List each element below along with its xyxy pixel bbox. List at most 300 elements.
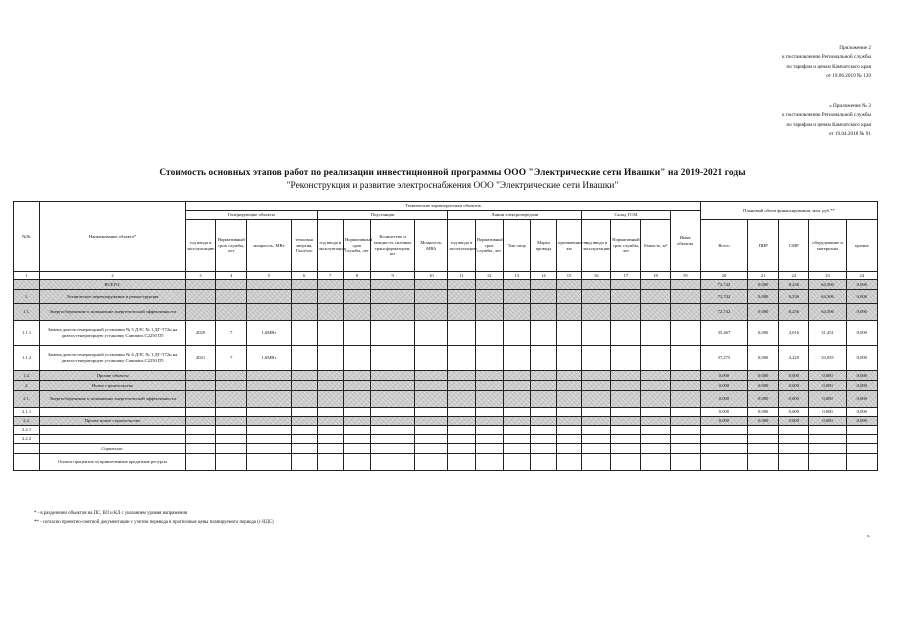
document-subtitle: "Реконструкция и развитие электроснабжения ООО "Электрические сети Ивашки"	[286, 181, 619, 191]
document-title: Стоимость основных этапов работ по реализации инвестиционной программы ООО "Электрические сети Ивашки" на 2019-2021 годы	[159, 168, 746, 178]
tech-cell	[611, 408, 641, 417]
col-number: 10	[415, 272, 448, 280]
tech-cell	[503, 454, 530, 471]
row-name-cell: Оплата процентов за привлеченные кредитные ресурсы	[40, 454, 186, 471]
tech-cell	[448, 346, 475, 371]
tech-cell	[557, 290, 582, 304]
table-row	[14, 290, 878, 304]
appendix-line: от 19.06.2019 № 139	[826, 72, 871, 79]
tech-cell	[291, 381, 317, 391]
tech-cell	[415, 280, 448, 290]
tech-cell	[216, 371, 247, 381]
financing-cell: 4,220	[779, 346, 809, 371]
tech-cell	[291, 454, 317, 471]
tech-cell	[343, 435, 370, 444]
financing-cell: 8,236	[779, 290, 809, 304]
tech-cell	[370, 381, 414, 391]
financing-cell	[846, 435, 877, 444]
tech-cell	[370, 444, 414, 454]
appendix-line: по тарифам и ценам Камчатского края	[786, 121, 871, 128]
table-body	[14, 280, 878, 471]
financing-cell: 0,000	[748, 381, 779, 391]
tech-cell	[415, 444, 448, 454]
tech-cell	[185, 435, 215, 444]
tech-cell	[415, 435, 448, 444]
financing-cell: 64,506	[809, 304, 846, 321]
financing-cell	[809, 454, 846, 471]
financing-cell: 0,000	[809, 391, 846, 408]
row-number-cell: 2.2.1	[14, 426, 40, 435]
row-number-cell	[14, 444, 40, 454]
tech-cell	[641, 417, 670, 426]
header-tech: Технические характеристики объектов	[185, 202, 700, 211]
tech-cell: 1,6МВт	[247, 346, 291, 371]
row-name-cell: Прочее новое строительство	[40, 417, 186, 426]
tech-cell	[503, 304, 530, 321]
tech-cell	[343, 426, 370, 435]
row-name-cell: ВСЕГО:	[40, 280, 186, 290]
tech-cell	[216, 444, 247, 454]
tech-cell: 7	[216, 321, 247, 346]
tech-cell	[415, 321, 448, 346]
header-substations: Подстанции	[317, 211, 448, 220]
table-row	[14, 426, 878, 435]
tech-cell	[611, 381, 641, 391]
tech-cell	[185, 371, 215, 381]
tech-cell	[448, 408, 475, 417]
tech-cell	[317, 435, 343, 444]
tech-cell	[448, 454, 475, 471]
tech-cell	[611, 417, 641, 426]
financing-cell	[700, 426, 747, 435]
header-generating: Генерирующие объекты	[185, 211, 317, 220]
tech-cell	[557, 371, 582, 381]
row-name-cell: Энергосбережение и повышение энергетической эффективности	[40, 391, 186, 408]
tech-cell	[611, 426, 641, 435]
row-number-cell: 1.2.	[14, 371, 40, 381]
header-lines: Линии электропередачи	[448, 211, 582, 220]
tech-cell	[247, 435, 291, 444]
header-sub: Иные объекты	[670, 211, 700, 272]
financing-cell: 72,742	[700, 280, 747, 290]
tech-cell	[185, 454, 215, 471]
financing-cell: 0,000	[846, 304, 877, 321]
col-number: 19	[670, 272, 700, 280]
tech-cell	[343, 391, 370, 408]
table-row	[14, 346, 878, 371]
header-sub: Нормативный срок службы, лет	[343, 220, 370, 272]
header-sub: ПИР	[748, 220, 779, 272]
tech-cell	[641, 381, 670, 391]
col-number: 11	[448, 272, 475, 280]
financing-cell: 0,000	[700, 417, 747, 426]
tech-cell	[475, 304, 503, 321]
tech-cell: 2020	[185, 321, 215, 346]
tech-cell	[475, 381, 503, 391]
col-number: 3	[185, 272, 215, 280]
tech-cell	[317, 417, 343, 426]
col-number: 21	[748, 272, 779, 280]
header-sub: Емкость, м³	[641, 220, 670, 272]
financing-cell: 0,000	[748, 280, 779, 290]
tech-cell	[185, 304, 215, 321]
financing-cell: 0,000	[779, 371, 809, 381]
header-sub: год ввода в эксплуатацию	[185, 220, 215, 272]
tech-cell	[343, 290, 370, 304]
header-sub: оборудование и материалы	[809, 220, 846, 272]
row-number-cell	[14, 454, 40, 471]
tech-cell	[343, 304, 370, 321]
tech-cell	[247, 290, 291, 304]
tech-cell	[415, 391, 448, 408]
tech-cell	[291, 290, 317, 304]
tech-cell	[247, 426, 291, 435]
tech-cell	[670, 280, 700, 290]
tech-cell	[503, 435, 530, 444]
col-number: 22	[779, 272, 809, 280]
tech-cell	[641, 280, 670, 290]
tech-cell	[582, 391, 611, 408]
table-row	[14, 454, 878, 471]
financing-cell	[700, 454, 747, 471]
appendix-line: от 19.04.2018 № 91	[828, 130, 871, 137]
tech-cell	[415, 304, 448, 321]
tech-cell	[503, 371, 530, 381]
financing-cell	[779, 435, 809, 444]
financing-cell: 0,000	[809, 371, 846, 381]
tech-cell	[611, 454, 641, 471]
tech-cell	[582, 346, 611, 371]
financing-cell	[748, 454, 779, 471]
tech-cell	[247, 371, 291, 381]
tech-cell	[530, 426, 556, 435]
tech-cell	[185, 391, 215, 408]
row-number-cell: 2.2.2	[14, 435, 40, 444]
tech-cell	[448, 381, 475, 391]
tech-cell	[503, 280, 530, 290]
tech-cell	[291, 304, 317, 321]
tech-cell	[582, 304, 611, 321]
tech-cell	[530, 391, 556, 408]
financing-cell: 31,451	[809, 321, 846, 346]
table-row	[14, 381, 878, 391]
tech-cell	[503, 346, 530, 371]
tech-cell	[185, 426, 215, 435]
col-number: 8	[343, 272, 370, 280]
row-name-cell: Замена дизель-генераторной установки № 5 ДЭС № 1 ДГ-Т72н на дизель-генераторную установку Cummins C2250 D5	[40, 321, 186, 346]
tech-cell	[216, 426, 247, 435]
header-sub: год ввода в эксплуатацию	[448, 220, 475, 272]
tech-cell	[448, 321, 475, 346]
tech-cell	[611, 444, 641, 454]
tech-cell	[343, 346, 370, 371]
tech-cell	[582, 444, 611, 454]
appendix-block-original	[782, 102, 871, 139]
tech-cell	[503, 381, 530, 391]
tech-cell	[216, 408, 247, 417]
tech-cell	[247, 391, 291, 408]
row-name-cell: Замена дизель-генераторной установки № 6 ДЭС № 1 ДГ-Т72н на дизель-генераторную установку Cummins C2250 D5	[40, 346, 186, 371]
tech-cell	[475, 280, 503, 290]
tech-cell	[370, 321, 414, 346]
tech-cell	[448, 371, 475, 381]
tech-cell	[291, 444, 317, 454]
financing-cell	[748, 444, 779, 454]
tech-cell	[291, 435, 317, 444]
tech-cell	[475, 321, 503, 346]
header-name: Наименование объекта*	[40, 202, 186, 272]
header-sub: Нормативный срок службы, лет	[611, 220, 641, 272]
tech-cell	[415, 371, 448, 381]
col-number: 17	[611, 272, 641, 280]
table-row	[14, 304, 878, 321]
tech-cell	[317, 444, 343, 454]
financing-cell: 0,000	[748, 346, 779, 371]
financing-cell: 0,000	[779, 408, 809, 417]
tech-cell	[530, 321, 556, 346]
tech-cell	[670, 321, 700, 346]
tech-cell	[317, 408, 343, 417]
tech-cell	[475, 346, 503, 371]
financing-cell: 35,467	[700, 321, 747, 346]
tech-cell	[557, 381, 582, 391]
tech-cell	[475, 391, 503, 408]
tech-cell	[317, 304, 343, 321]
page-mark: ».	[867, 534, 871, 539]
column-number-row	[14, 272, 878, 280]
tech-cell	[343, 454, 370, 471]
tech-cell	[247, 417, 291, 426]
tech-cell	[475, 417, 503, 426]
tech-cell	[343, 417, 370, 426]
tech-cell	[343, 444, 370, 454]
tech-cell	[370, 391, 414, 408]
row-name-cell: Техническое перевооружение и реконструкция	[40, 290, 186, 304]
tech-cell	[670, 454, 700, 471]
tech-cell	[216, 290, 247, 304]
tech-cell	[343, 408, 370, 417]
tech-cell	[291, 417, 317, 426]
tech-cell	[291, 321, 317, 346]
row-number-cell: 1.1.	[14, 304, 40, 321]
financing-cell: 72,742	[700, 304, 747, 321]
tech-cell	[415, 426, 448, 435]
tech-cell	[370, 346, 414, 371]
tech-cell	[557, 454, 582, 471]
tech-cell	[557, 321, 582, 346]
tech-cell	[530, 371, 556, 381]
tech-cell	[247, 408, 291, 417]
tech-cell	[317, 391, 343, 408]
tech-cell	[641, 454, 670, 471]
header-gsm: Склад ГСМ	[582, 211, 670, 220]
tech-cell	[641, 346, 670, 371]
row-number-cell: 2.	[14, 381, 40, 391]
tech-cell	[415, 454, 448, 471]
tech-cell	[216, 304, 247, 321]
tech-cell	[291, 346, 317, 371]
tech-cell	[641, 444, 670, 454]
tech-cell	[343, 371, 370, 381]
tech-cell	[641, 321, 670, 346]
financing-cell	[779, 444, 809, 454]
tech-cell	[503, 408, 530, 417]
tech-cell	[448, 304, 475, 321]
tech-cell	[317, 454, 343, 471]
tech-cell	[641, 290, 670, 304]
tech-cell	[370, 304, 414, 321]
financing-cell: 0,000	[748, 391, 779, 408]
tech-cell	[370, 454, 414, 471]
financing-cell	[846, 444, 877, 454]
tech-cell	[557, 346, 582, 371]
tech-cell	[247, 454, 291, 471]
tech-cell	[503, 426, 530, 435]
tech-cell	[370, 426, 414, 435]
financing-cell: 0,000	[846, 391, 877, 408]
tech-cell	[185, 444, 215, 454]
appendix-line: « Приложение № 2	[829, 103, 871, 109]
tech-cell	[475, 408, 503, 417]
table-row	[14, 417, 878, 426]
tech-cell	[185, 290, 215, 304]
tech-cell	[216, 280, 247, 290]
col-number: 18	[641, 272, 670, 280]
tech-cell	[611, 435, 641, 444]
table-row	[14, 280, 878, 290]
tech-cell	[185, 408, 215, 417]
header-sub: Нормативный срок службы, лет	[475, 220, 503, 272]
financing-cell	[809, 444, 846, 454]
tech-cell	[185, 280, 215, 290]
financing-cell: 8,236	[779, 280, 809, 290]
tech-cell	[582, 454, 611, 471]
footnote: ** - согласно проектно-сметной документации с учетом перевода в прогнозные цены планируемого периода (с НДС)	[34, 520, 274, 525]
tech-cell	[670, 371, 700, 381]
tech-cell	[475, 371, 503, 381]
financing-cell	[700, 444, 747, 454]
footnote: * - в разделении объектов на ПС, ВЛ и КЛ с указанием уровня напряжения	[34, 511, 188, 516]
col-number: 1	[14, 272, 40, 280]
investment-table	[13, 201, 878, 471]
tech-cell	[317, 346, 343, 371]
tech-cell	[530, 381, 556, 391]
tech-cell	[670, 417, 700, 426]
tech-cell	[503, 444, 530, 454]
financing-cell: 0,000	[779, 417, 809, 426]
tech-cell	[317, 426, 343, 435]
row-number-cell: 2.1.	[14, 391, 40, 408]
tech-cell	[670, 408, 700, 417]
tech-cell	[216, 417, 247, 426]
tech-cell	[448, 290, 475, 304]
header-sub: прочие	[846, 220, 877, 272]
tech-cell	[216, 435, 247, 444]
tech-cell	[185, 381, 215, 391]
tech-cell	[343, 280, 370, 290]
tech-cell	[611, 321, 641, 346]
tech-cell	[503, 321, 530, 346]
row-number-cell: 1.1.1	[14, 321, 40, 346]
col-number: 16	[582, 272, 611, 280]
financing-cell: 0,000	[846, 381, 877, 391]
tech-cell	[611, 371, 641, 381]
tech-cell	[415, 417, 448, 426]
tech-cell	[670, 304, 700, 321]
tech-cell	[670, 444, 700, 454]
header-sub: год ввода в эксплуатацию	[582, 220, 611, 272]
tech-cell	[530, 417, 556, 426]
tech-cell: 7	[216, 346, 247, 371]
tech-cell	[448, 417, 475, 426]
header-sub: Мощность, МВА	[415, 220, 448, 272]
header-sub: тепловая энергия, Гкал/час	[291, 220, 317, 272]
financing-cell: 0,000	[700, 408, 747, 417]
financing-cell	[779, 454, 809, 471]
tech-cell	[582, 290, 611, 304]
col-number: 12	[475, 272, 503, 280]
tech-cell	[582, 417, 611, 426]
tech-cell	[530, 454, 556, 471]
col-number: 2	[40, 272, 186, 280]
tech-cell	[448, 426, 475, 435]
tech-cell	[247, 280, 291, 290]
tech-cell	[370, 408, 414, 417]
tech-cell	[557, 391, 582, 408]
financing-cell: 0,000	[809, 381, 846, 391]
tech-cell	[530, 280, 556, 290]
col-number: 6	[291, 272, 317, 280]
header-sub: Тип опор	[503, 220, 530, 272]
header-sub: Марка провода	[530, 220, 556, 272]
tech-cell	[530, 346, 556, 371]
tech-cell	[317, 290, 343, 304]
tech-cell	[291, 280, 317, 290]
tech-cell	[530, 435, 556, 444]
col-number: 23	[809, 272, 846, 280]
row-name-cell: Справочно:	[40, 444, 186, 454]
tech-cell	[370, 290, 414, 304]
tech-cell	[530, 304, 556, 321]
tech-cell	[670, 435, 700, 444]
col-number: 15	[557, 272, 582, 280]
tech-cell	[503, 290, 530, 304]
tech-cell	[557, 444, 582, 454]
tech-cell	[216, 454, 247, 471]
tech-cell	[291, 426, 317, 435]
financing-cell: 0,000	[809, 408, 846, 417]
col-number: 7	[317, 272, 343, 280]
financing-cell: 8,236	[779, 304, 809, 321]
header-sub: СМР	[779, 220, 809, 272]
tech-cell	[291, 408, 317, 417]
financing-cell: 72,742	[700, 290, 747, 304]
tech-cell	[317, 381, 343, 391]
appendix-block-current	[782, 44, 871, 81]
appendix-line: по тарифам и ценам Камчатского края	[786, 63, 871, 70]
row-name-cell: Новое строительство	[40, 381, 186, 391]
tech-cell	[216, 381, 247, 391]
financing-cell: 0,000	[846, 417, 877, 426]
col-number: 20	[700, 272, 747, 280]
tech-cell: 1,6МВт	[247, 321, 291, 346]
tech-cell	[317, 321, 343, 346]
tech-cell	[557, 426, 582, 435]
appendix-line: Приложение 2	[839, 45, 871, 51]
financing-cell: 0,000	[700, 391, 747, 408]
header-sub: протяженность, км	[557, 220, 582, 272]
tech-cell	[503, 417, 530, 426]
